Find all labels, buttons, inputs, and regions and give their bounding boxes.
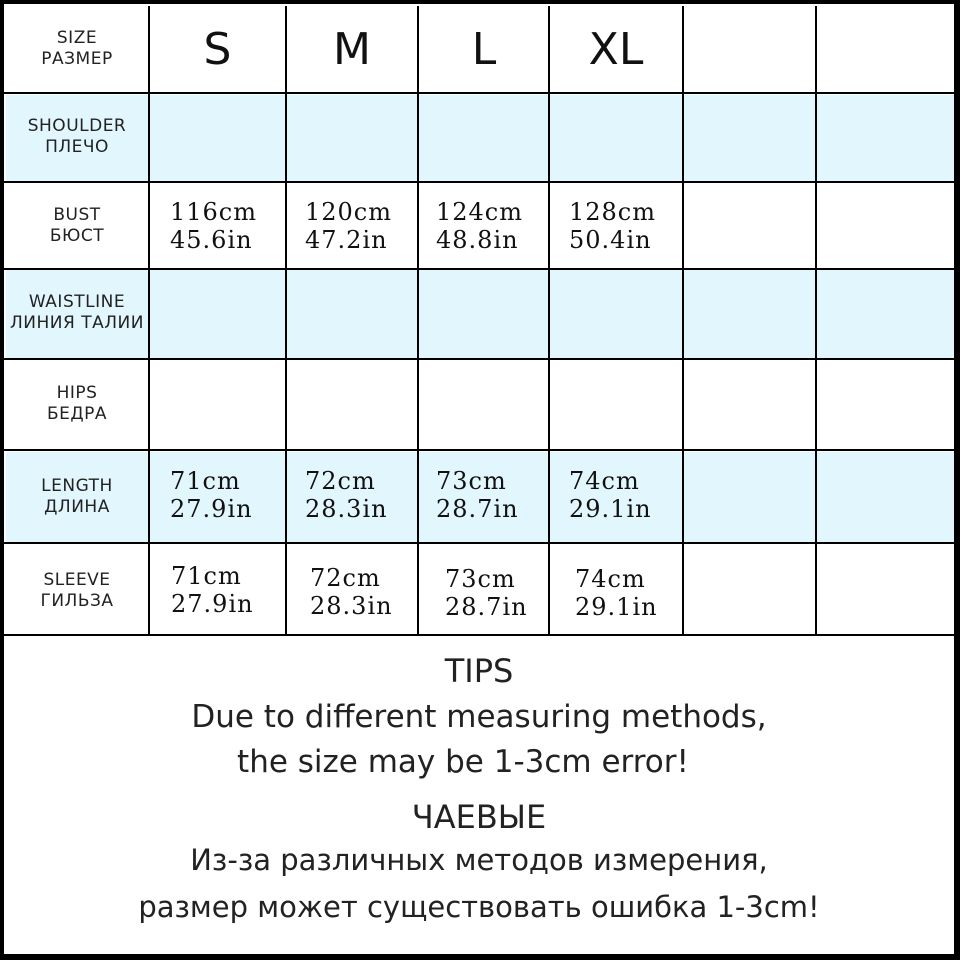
row-label-en: SHOULDER xyxy=(27,116,127,136)
row-label-shoulder xyxy=(6,116,148,158)
tips-line1-en: Due to different measuring methods, xyxy=(191,699,767,735)
grid-line xyxy=(417,6,419,636)
value-cell-length-xl xyxy=(569,467,652,523)
value-cm: 74cm xyxy=(569,467,640,495)
value-cell-length-l xyxy=(436,467,519,523)
value-cm: 128cm xyxy=(569,198,657,226)
size-header-label-en: SIZE xyxy=(56,28,98,48)
size-heading-xl: XL xyxy=(588,24,644,75)
value-in: 28.7in xyxy=(436,495,519,523)
value-cell-bust-m xyxy=(305,198,392,254)
grid-line xyxy=(4,634,954,636)
value-cm: 74cm xyxy=(575,565,646,593)
value-cell-bust-s xyxy=(170,198,257,254)
tips-line2-en: the size may be 1-3cm error! xyxy=(237,744,689,780)
row-label-en: HIPS xyxy=(56,383,98,403)
value-cm: 73cm xyxy=(436,467,507,495)
value-in: 27.9in xyxy=(170,495,253,523)
row-label-en: SLEEVE xyxy=(43,570,111,590)
value-cell-sleeve-l xyxy=(445,565,528,621)
value-cm: 120cm xyxy=(305,198,393,226)
tips-line2-ru: размер может существовать ошибка 1-3cm! xyxy=(138,890,820,924)
grid-line xyxy=(4,358,954,360)
row-label-en: LENGTH xyxy=(41,476,113,496)
grid-line xyxy=(4,542,954,544)
row-label-ru: ЛИНИЯ ТАЛИИ xyxy=(10,313,144,333)
row-label-ru: БЮСТ xyxy=(49,226,105,246)
value-in: 29.1in xyxy=(575,593,658,621)
grid-line xyxy=(148,6,150,636)
row-label-ru: ГИЛЬЗА xyxy=(40,591,114,611)
value-cell-sleeve-m xyxy=(310,564,393,620)
value-in: 29.1in xyxy=(569,495,652,523)
value-cm: 73cm xyxy=(445,565,516,593)
size-header-label xyxy=(6,28,148,70)
value-in: 45.6in xyxy=(170,226,253,254)
row-label-ru: ДЛИНА xyxy=(44,497,110,517)
value-in: 48.8in xyxy=(436,226,519,254)
value-cell-length-m xyxy=(305,467,388,523)
grid-line xyxy=(682,6,684,636)
value-cell-bust-l xyxy=(436,198,523,254)
row-label-ru: ПЛЕЧО xyxy=(45,137,109,157)
value-in: 47.2in xyxy=(305,226,388,254)
value-cm: 72cm xyxy=(310,564,381,592)
grid-line xyxy=(4,92,954,94)
value-in: 50.4in xyxy=(569,226,652,254)
tips-line1-ru: Из-за различных методов измерения, xyxy=(190,843,768,877)
grid-line xyxy=(4,181,954,183)
value-cell-length-s xyxy=(170,467,253,523)
value-in: 28.7in xyxy=(445,593,528,621)
value-cm: 124cm xyxy=(436,198,524,226)
row-label-en: WAISTLINE xyxy=(28,292,126,312)
value-cm: 116cm xyxy=(170,198,258,226)
row-label-ru: БЕДРА xyxy=(46,404,108,424)
grid-line xyxy=(815,6,817,636)
value-in: 27.9in xyxy=(171,590,254,618)
grid-line xyxy=(548,6,550,636)
value-cell-bust-xl xyxy=(569,198,656,254)
tips-title-ru: ЧАЕВЫЕ xyxy=(411,798,547,836)
size-heading-l: L xyxy=(471,24,497,75)
value-in: 28.3in xyxy=(305,495,388,523)
value-cm: 71cm xyxy=(170,467,241,495)
value-cm: 72cm xyxy=(305,467,376,495)
row-label-waistline xyxy=(6,292,148,334)
value-cm: 71cm xyxy=(171,562,242,590)
value-in: 28.3in xyxy=(310,592,393,620)
row-label-length xyxy=(6,476,148,518)
size-heading-m: M xyxy=(333,24,371,75)
row-label-en: BUST xyxy=(53,205,101,225)
size-header-label-ru: РАЗМЕР xyxy=(41,49,113,69)
grid-line xyxy=(285,6,287,636)
value-cell-sleeve-xl xyxy=(575,565,658,621)
row-label-sleeve xyxy=(6,570,148,612)
tips-title-en: TIPS xyxy=(444,652,514,690)
value-cell-sleeve-s xyxy=(171,562,254,618)
grid-line xyxy=(4,449,954,451)
row-label-bust xyxy=(6,205,148,247)
size-heading-s: S xyxy=(203,24,232,75)
grid-line xyxy=(4,268,954,270)
row-label-hips xyxy=(6,383,148,425)
